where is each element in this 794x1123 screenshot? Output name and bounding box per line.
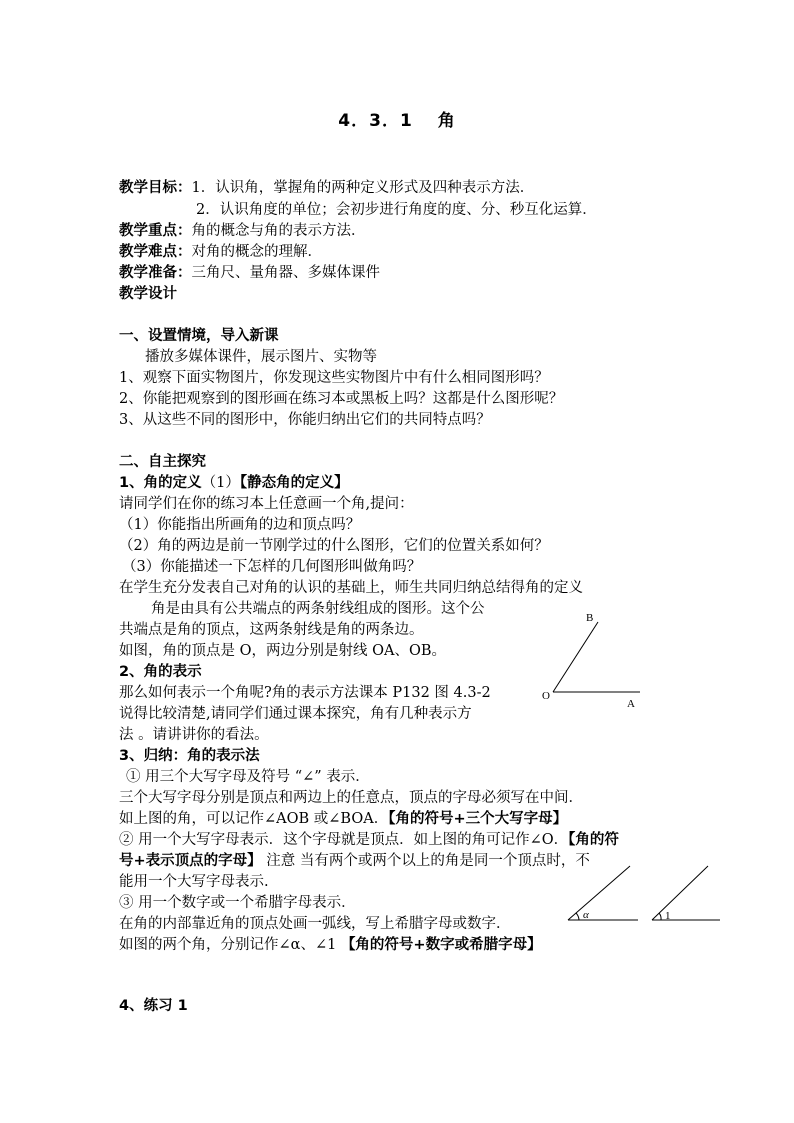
alpha-angle-arc xyxy=(576,913,579,920)
question-a1: （1）你能指出所画角的边和顶点吗？ xyxy=(119,517,361,533)
label-alpha: α xyxy=(583,909,589,921)
representation-title: 2、角的表示 xyxy=(119,664,202,680)
method-2-continued xyxy=(119,851,590,871)
label-b: B xyxy=(586,612,594,624)
preparation-label: 教学准备： xyxy=(119,265,192,281)
label-o: O xyxy=(542,690,550,702)
representation-line-1: 那么如何表示一个角呢?角的表示方法课本 P132 图 4.3-2 xyxy=(119,685,491,701)
page-title: 4．3．1 角 xyxy=(338,111,456,131)
practice-heading: 4、练习 1 xyxy=(119,998,188,1014)
method-2-text: ② 用一个大写字母表示．这个字母就是顶点．如上图的角可记作∠O． xyxy=(119,832,569,848)
objectives-line-1 xyxy=(119,178,534,198)
method-3-example xyxy=(119,935,542,955)
method-2-note: 注意 当有两个或两个以上的角是同一个顶点时，不 xyxy=(261,853,590,869)
section1-intro: 播放多媒体课件，展示图片、实物等 xyxy=(145,349,377,365)
method-3-example-text: 如图的两个角，分别记作∠α、∠1 xyxy=(119,937,341,953)
method-1-example xyxy=(119,809,567,829)
method-3-tag: 【角的符号+数字或希腊字母】 xyxy=(340,937,542,953)
definition-line-3: 如图，角的顶点是 O，两边分别是射线 OA、OB。 xyxy=(119,643,447,659)
definition-tag: 【静态角的定义】 xyxy=(239,475,349,491)
alpha-angle-upper-ray xyxy=(568,866,630,920)
method-2-note-end: 能用一个大写字母表示. xyxy=(119,874,269,890)
angle-1-upper-ray xyxy=(652,866,708,920)
angle-1-arc xyxy=(659,913,661,920)
difficulty-text: 对角的概念的理解． xyxy=(191,244,322,260)
section1-q3: 3、从这些不同的图形中，你能归纳出它们的共同特点吗？ xyxy=(119,412,491,428)
representation-line-2: 说得比较清楚,请同学们通过课本探究，角有几种表示方 xyxy=(119,706,472,722)
method-2-tag-2: 号+表示顶点的字母】 xyxy=(119,853,262,869)
definition-title-line xyxy=(119,473,349,493)
section2-heading: 二、自主探究 xyxy=(119,454,206,470)
summary-line: 在学生充分发表自己对角的认识的基础上，师生共同归纳总结得角的定义 xyxy=(119,580,583,596)
preparation-text: 三角尺、量角器、多媒体课件 xyxy=(191,265,380,281)
section1-q2: 2、你能把观察到的图形画在练习本或黑板上吗？这都是什么图形呢？ xyxy=(119,391,564,407)
difficulty-line xyxy=(119,242,322,262)
definition-title: 1、角的定义 xyxy=(119,475,202,491)
angles-alpha-1-figure xyxy=(560,858,730,928)
ask-line: 请同学们在你的练习本上任意画一个角,提问： xyxy=(119,496,414,512)
method-1-tag: 【角的符号+三个大写字母】 xyxy=(388,811,568,827)
label-1: 1 xyxy=(665,910,671,922)
difficulty-label: 教学难点： xyxy=(119,244,192,260)
key-point-text: 角的概念与角的表示方法． xyxy=(191,223,366,239)
method-3-detail: 在角的内部靠近角的顶点处画一弧线，写上希腊字母或数字． xyxy=(119,916,511,932)
section1-q1: 1、观察下面实物图片，你发现这些实物图片中有什么相同图形吗？ xyxy=(119,370,549,386)
summary-title: 3、归纳：角的表示法 xyxy=(119,748,260,764)
key-point-line xyxy=(119,221,366,241)
key-point-label: 教学重点： xyxy=(119,223,192,239)
label-a: A xyxy=(627,698,635,710)
preparation-line xyxy=(119,263,380,283)
definition-sub: （1） xyxy=(201,475,240,491)
question-a3: （3）你能描述一下怎样的几何图形叫做角吗？ xyxy=(122,559,422,575)
objective-1: 1．认识角，掌握角的两种定义形式及四种表示方法． xyxy=(191,180,535,196)
method-2-tag-1: 【角的符 xyxy=(568,832,619,848)
method-3: ③ 用一个数字或一个希腊字母表示． xyxy=(119,895,356,911)
design-heading: 教学设计 xyxy=(119,286,177,302)
method-2 xyxy=(119,830,619,850)
method-1-detail: 三个大写字母分别是顶点和两边上的任意点，顶点的字母必须写在中间． xyxy=(119,790,583,806)
method-1: ① 用三个大写字母及符号 “∠” 表示． xyxy=(126,769,370,785)
objective-2: 2．认识角度的单位；会初步进行角度的度、分、秒互化运算． xyxy=(196,202,597,218)
objectives-label: 教学目标： xyxy=(119,180,192,196)
definition-line-2: 共端点是角的顶点，这两条射线是角的两条边。 xyxy=(119,622,424,638)
representation-line-3: 法 。请讲讲你的看法。 xyxy=(119,727,269,743)
ray-ob xyxy=(553,622,598,692)
question-a2: （2）角的两边是前一节刚学过的什么图形，它们的位置关系如何？ xyxy=(119,538,549,554)
definition-line-1: 角是由具有公共端点的两条射线组成的图形。这个公 xyxy=(151,601,485,617)
angle-aob-figure xyxy=(538,608,648,718)
section1-heading: 一、设置情境，导入新课 xyxy=(119,328,279,344)
method-1-example-text: 如上图的角，可以记作∠AOB 或∠BOA． xyxy=(119,811,389,827)
